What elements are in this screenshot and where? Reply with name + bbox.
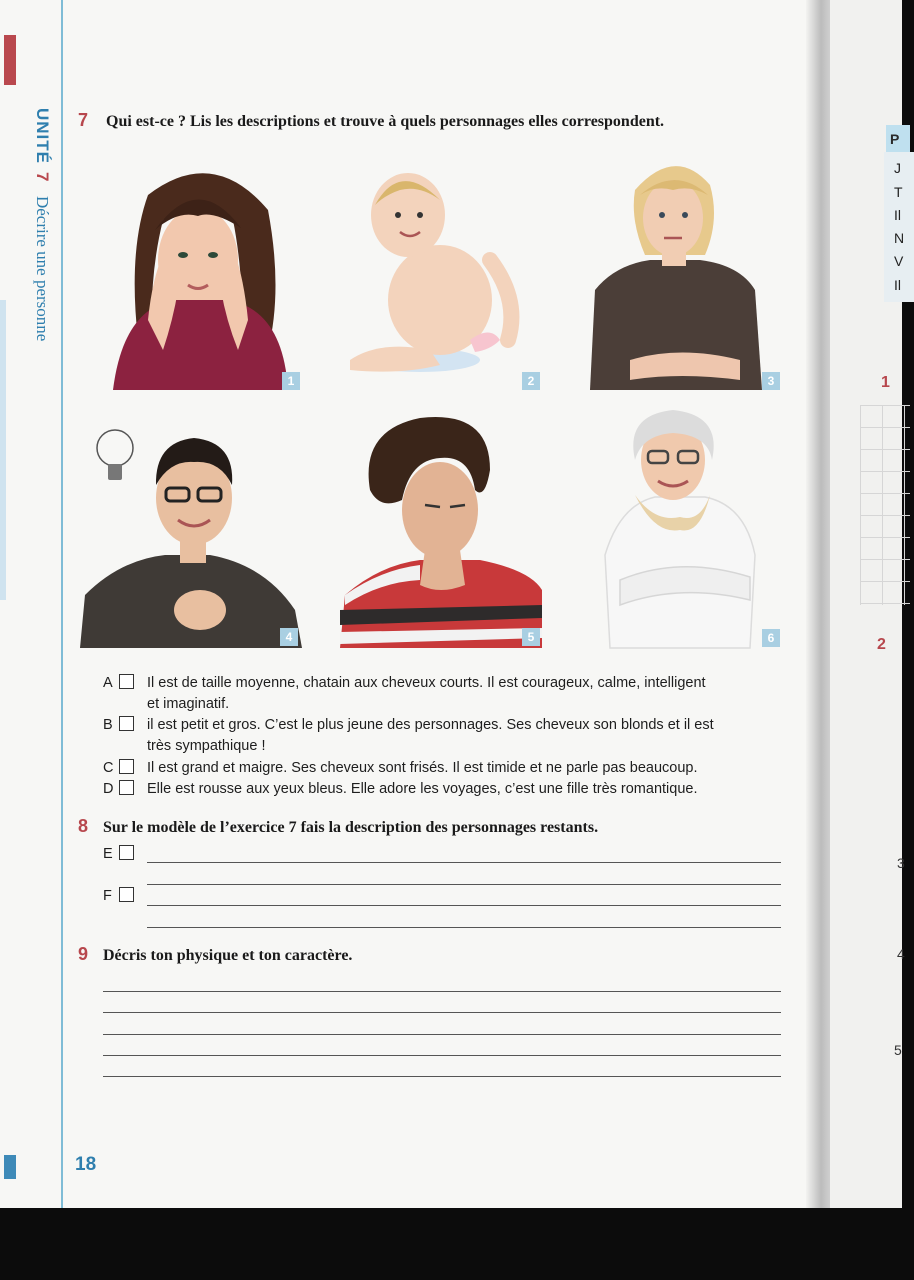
next-page-grid — [860, 405, 910, 605]
next-page-item-number: 4 — [897, 946, 905, 962]
photo-number-badge: 3 — [762, 372, 780, 390]
writing-line[interactable] — [103, 1055, 781, 1056]
next-page-line: T — [894, 184, 903, 200]
statement-letter: A — [103, 675, 113, 691]
photo-number-badge: 5 — [522, 628, 540, 646]
answer-checkbox[interactable] — [119, 759, 134, 774]
unit-number: 7 — [33, 172, 52, 182]
page-number: 18 — [75, 1154, 97, 1175]
statement-text: Il est grand et maigre. Ses cheveux sont frisés. Il est timide et ne parle pas beaucoup. — [147, 760, 698, 776]
photo-teenager — [340, 410, 542, 648]
unit-title: Décrire une personne — [33, 195, 52, 342]
statement-text — [147, 673, 747, 715]
statement-line: Il est de taille moyenne, chatain aux cheveux courts. Il est courageux, calme, intelligent — [147, 675, 706, 691]
writing-line[interactable] — [147, 884, 781, 885]
next-page-line: N — [894, 230, 905, 246]
photo-number-badge: 6 — [762, 629, 780, 647]
statement-b — [103, 715, 714, 754]
edge-marker-red — [4, 35, 16, 85]
answer-row-e — [103, 845, 142, 862]
exercise-9-number: 9 — [78, 944, 89, 964]
photo-blonde-woman — [590, 150, 782, 390]
photo-number-badge: 4 — [280, 628, 298, 646]
statement-text — [147, 715, 747, 757]
unit-label: UNITÉ — [33, 108, 52, 164]
writing-line[interactable] — [103, 1034, 781, 1035]
statement-a — [103, 673, 706, 712]
writing-line[interactable] — [103, 991, 781, 992]
next-page-line: Il — [894, 207, 901, 223]
photo-baby — [340, 160, 542, 390]
exercise-8-number: 8 — [78, 816, 89, 836]
portrait-illustration — [340, 410, 542, 648]
next-page-exercise-number: 2 — [877, 636, 886, 653]
statement-letter: B — [103, 717, 113, 733]
next-page-item-number: 3 — [897, 855, 905, 871]
answer-checkbox[interactable] — [119, 674, 134, 689]
photo-man-glasses — [80, 420, 302, 648]
writing-line[interactable] — [147, 862, 781, 863]
answer-checkbox[interactable] — [119, 780, 134, 795]
margin-rule — [61, 0, 63, 1208]
photo-number-badge: 1 — [282, 372, 300, 390]
exercise-9-title: Décris ton physique et ton caractère. — [103, 947, 353, 964]
next-page-fragment — [830, 0, 905, 1208]
next-page-header: P — [886, 125, 910, 153]
answer-checkbox[interactable] — [119, 845, 134, 860]
answer-checkbox[interactable] — [119, 887, 134, 902]
next-page-line: Il — [894, 277, 901, 293]
statement-letter: C — [103, 760, 114, 776]
writing-line[interactable] — [147, 905, 781, 906]
statement-line: très sympathique ! — [147, 738, 266, 754]
next-page-line: J — [894, 160, 901, 176]
photo-number-badge: 2 — [522, 372, 540, 390]
statement-c — [103, 758, 698, 779]
portrait-illustration — [80, 420, 302, 648]
statement-letter: D — [103, 781, 114, 797]
statement-line: et imaginatif. — [147, 696, 230, 712]
photo-young-woman — [93, 150, 303, 390]
portrait-illustration — [93, 150, 303, 390]
edge-marker-blue — [4, 1155, 16, 1179]
next-page-item-number: 5 — [894, 1042, 902, 1058]
exercise-7-number: 7 — [78, 110, 89, 130]
writing-line[interactable] — [103, 1076, 781, 1077]
portrait-illustration — [600, 405, 782, 648]
portrait-illustration — [340, 160, 542, 390]
statement-d — [103, 779, 698, 800]
photo-older-woman — [600, 405, 782, 648]
answer-checkbox[interactable] — [119, 716, 134, 731]
next-page-line: V — [894, 253, 904, 269]
answer-row-f — [103, 887, 142, 904]
statement-line: il est petit et gros. C’est le plus jeune des personnages. Ses cheveux son blonds et il est — [147, 717, 714, 733]
exercise-8-title: Sur le modèle de l’exercice 7 fais la description des personnages restants. — [103, 819, 599, 836]
answer-letter: F — [103, 888, 112, 904]
writing-line[interactable] — [147, 927, 781, 928]
statement-text: Elle est rousse aux yeux bleus. Elle adore les voyages, c’est une fille très romantique. — [147, 781, 698, 797]
writing-line[interactable] — [103, 1012, 781, 1013]
answer-letter: E — [103, 846, 113, 862]
next-page-exercise-number: 1 — [881, 374, 890, 391]
unit-tab — [32, 108, 52, 341]
portrait-illustration — [590, 150, 782, 390]
page-edge-strip — [0, 300, 6, 600]
exercise-7-title: Qui est-ce ? Lis les descriptions et trouve à quels personnages elles correspondent. — [106, 113, 665, 130]
